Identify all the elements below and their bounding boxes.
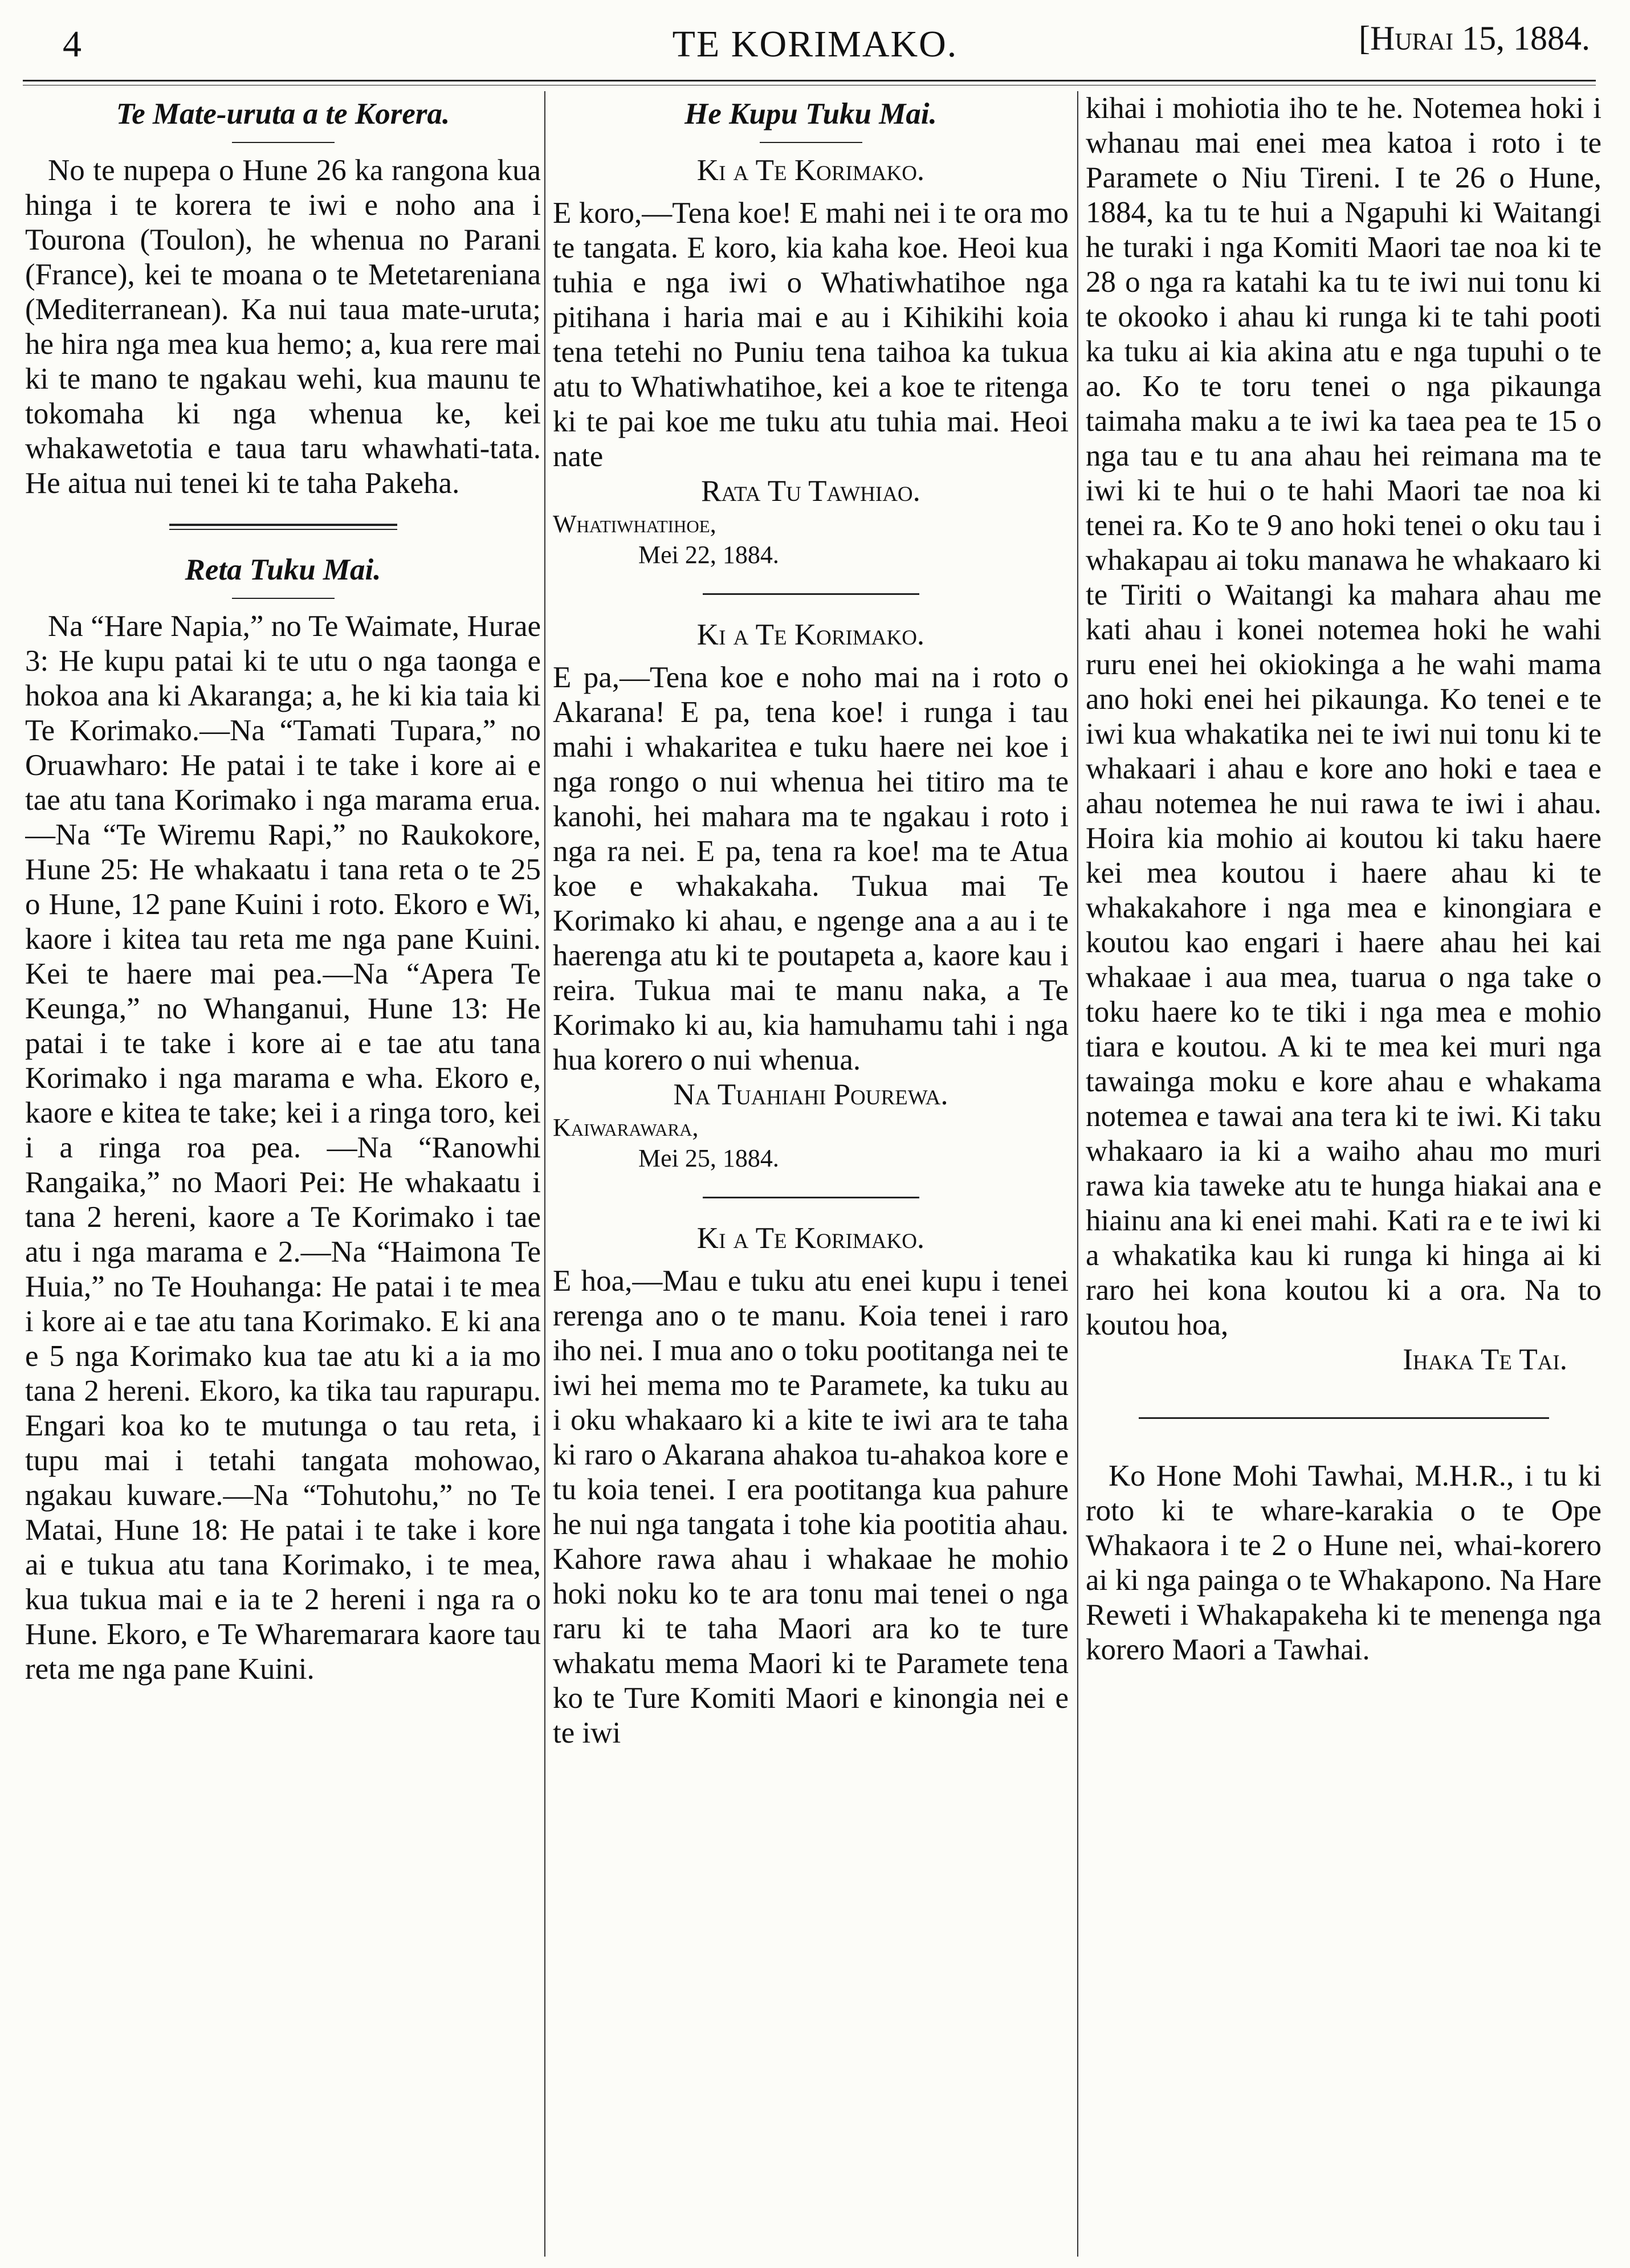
page-number: 4 bbox=[63, 23, 82, 65]
news-notice: Ko Hone Mohi Tawhai, M.H.R., i tu ki roto ki te whare-karakia o te Ope Whakaora i te 2 o Hune nei, whai-korero ai ki nga painga o te Whakapono. Na Hare Reweti i Whakapakeha ki te menenga nga korero Maori a Tawhai. bbox=[1086, 1459, 1602, 1666]
column-divider bbox=[1077, 91, 1078, 2257]
newspaper-title: TE KORIMAKO. bbox=[672, 23, 958, 65]
letter-body: E hoa,—Mau e tuku atu enei kupu i tenei rerenga ano o te manu. Koia tenei i raro iho nei. I mua ano o toku pootitanga nei te iwi hei mema mo te Paramete, ka tuku au i oku whakaaro ki a kite te iwi ara te taha ki raro o Akarana ahakoa tu-ahakoa kore e tu koia tenei. I era pootitanga kua pahure he nui nga tangata i tohe kia pootitia ahau. Kahore rawa ahau i whakaae he mohio hoki noku ko te ara tonu mai tenei o nga raru ki te taha Maori ara ko te ture whakatu mema Maori ki te Paramete tena ko te Ture Komiti Maori e kinongia nei e te iwi bbox=[553, 1264, 1069, 1749]
letter-date: Mei 22, 1884. bbox=[638, 541, 779, 569]
letter-signature: Rata Tu Tawhiao. bbox=[701, 475, 920, 508]
article-body: No te nupepa o Hune 26 ka rangona kua hinga i te korera te iwi e noho ana i Tourona (Toulon), he whenua no Parani (France), kei te moana o te Metetareniana (Mediterranean). Ka nui taua mate-uruta; he hira nga mea kua hemo; a, kua rere mai ki te mano te ngakau wehi, kua maunu te tokomaha ki nga whenua ke, kei whakawetotia e taua taru whawhati-tata. He aitua nui tenei ki te taha Pakeha. bbox=[25, 154, 541, 500]
article-heading: He Kupu Tuku Mai. bbox=[684, 97, 937, 130]
letter-address: Ki a Te Korimako. bbox=[696, 1222, 925, 1255]
article-heading: Te Mate-uruta a te Korera. bbox=[116, 97, 450, 130]
letter-signature: Ihaka Te Tai. bbox=[1403, 1343, 1567, 1376]
article-body: Na “Hare Napia,” no Te Waimate, Hurae 3: He kupu patai ki te utu o nga taonga e hokoa ana ki Akaranga; a, he ki kia taia ki Te Korimako.—Na “Tamati Tupara,” no Oruawharo: He patai i te take i kore ai e tae atu tana Korimako i nga marama erua.—Na “Te Wiremu Rapi,” no Raukokore, Hune 25: He whakaatu i tana reta o te 25 o Hune, 12 pane Kuini i roto. Ekoro e Wi, kaore i kitea tau reta me nga pane Kuini. Kei te haere mai pea.—Na “Apera Te Keunga,” no Whanganui, Hune 13: He patai i te take i kore ai e tae atu tana Korimako i nga marama e wha. Ekoro e, kaore e kitea te take; kei i a ringa toro, kei i a ringa roa pea. —Na “Ranowhi Rangaika,” no Maori Pei: He whakaatu i tana 2 hereni, kaore a Te Korimako i tae atu i nga marama e 2.—Na “Haimona Te Huia,” no Te Houhanga: He patai i te mea i kore ai e tae atu tana Korimako. E ki ana e 5 nga Korimako kua tae atu ki a ia mo tana 2 hereni. Ekoro, ka tika tau rapurapu. Engari koa ko te mutunga o tau reta, i tupu mai i tetahi tangata mohowao, ngakau kuware.—Na “Tohutohu,” no Te Matai, Hune 18: He patai i te take i kore ai e tukua atu tana Korimako, i te mea, kua tukua mai e ia te 2 hereni i nga ra o Hune. Ekoro, e Te Wharemarara kaore tau reta me nga pane Kuini. bbox=[25, 610, 541, 1686]
page-header bbox=[23, 16, 1607, 79]
letter-address: Ki a Te Korimako. bbox=[696, 618, 925, 651]
letter-body: E koro,—Tena koe! E mahi nei i te ora mo te tangata. E koro, kia kaha koe. Heoi kua tuhia e nga iwi o Whatiwhatihoe nga pitihana i haria mai e au i Kihikihi koia tena tetehi no Puniu tena taihoa ka tukua atu to Whatiwhatihoe, kei a koe te ritenga ki te pai koe me tuku atu tuhia mai. Heoi nate bbox=[553, 197, 1069, 473]
letter-signature: Na Tuahiahi Pourewa. bbox=[673, 1078, 948, 1111]
column-3 bbox=[1086, 91, 1602, 2257]
letter-body: E pa,—Tena koe e noho mai na i roto o Akarana! E pa, tena koe! i runga i tau mahi i whakaritea e tuku haere nei koe i nga rongo o nui whenua hei titiro ma te kanohi, hei mahara ma te ngakau i roto i nga ra nei. E pa, tena ra koe! ma te Atua koe e whakakaha. Tukua mai Te Korimako ki ahau, e ngenge ana a au i te haerenga atu ki te poutapeta a, kaore kau i reira. Tukua mai te manu naka, a Te Korimako ki au, kia hamuhamu tahi i nga hua korero o nui whenua. bbox=[553, 661, 1069, 1076]
letter-address: Ki a Te Korimako. bbox=[696, 154, 925, 187]
heading-rule bbox=[232, 598, 335, 599]
section-rule bbox=[1139, 1417, 1549, 1419]
section-rule bbox=[703, 593, 919, 595]
issue-date: [Hurai 15, 1884. bbox=[1359, 19, 1590, 57]
column-1 bbox=[25, 91, 541, 2257]
article-heading: Reta Tuku Mai. bbox=[185, 553, 381, 586]
letter-body-continued: kihai i mohiotia iho te he. Notemea hoki i whanau mai enei mea katoa i roto i te Paramete o Niu Tireni. I te 26 o Hune, 1884, ka tu te hui a Ngapuhi ki Waitangi he turaki i nga Komiti Maori tae noa ki te 28 o nga ra katahi ka tu te iwi nui tonu ki te okooko i ahau ki runga ki te tahi pooti ka tuku ai kia akina atu e nga tupuhi o te ao. Ko te toru tenei o nga pikaunga taimaha maku a te iwi ka taea pea te 15 o nga tau e tu ana ahau hei reimana ma te iwi ki te hui o te hahi Maori tae noa ki tenei ra. Ko te 9 ano hoki tenei o oku tau i whakapau ai toku manawa he whakaaro ki te Tiriti o Waitangi ka mahara ahau me kati ahau i konei notemea hoki he wahi ruru enei hei okiokinga a he wahi mama ano hoki enei hei pikaunga. Ko tenei e te iwi kua whakatika nei te iwi nui tonu ki te whakaari i ahau e kore ano hoki e taea e ahau notemea he nui rawa te iwi i ahau. Hoira kia mohio ai koutou ki taku haere kei mea koutou i haere ahau ki te whakakahore i nga mea e kinongiara e koutou kao engari i haere ahau hei kai whakaae i aua mea, tuarua o nga take o toku haere ko te tiki i nga mea e mohio tiara e koutou. A ki te mea kei muri nga tawainga moku e kore ahau e whakama notemea e tawai ana tera ki te iwi. Ki taku whakaaro ia ki a waiho ahau mo muri rawa kia taweke atu te hunga hiakai ana e hiainu ana ki enei mahi. Kati ra e te iwi ki a whakatika kau ki runga ki hinga ai ki raro hei kona koutou ki a ora. Na to koutou hoa, bbox=[1086, 92, 1602, 1341]
header-rule bbox=[23, 80, 1596, 85]
heading-rule bbox=[760, 142, 862, 143]
letter-date: Mei 25, 1884. bbox=[638, 1144, 779, 1172]
letter-place: Whatiwhatihoe, bbox=[553, 510, 716, 538]
section-rule bbox=[703, 1197, 919, 1198]
letter-place: Kaiwarawara, bbox=[553, 1113, 699, 1141]
section-rule bbox=[169, 524, 397, 530]
column-divider bbox=[544, 91, 545, 2257]
heading-rule bbox=[232, 142, 335, 143]
column-2 bbox=[553, 91, 1069, 2257]
